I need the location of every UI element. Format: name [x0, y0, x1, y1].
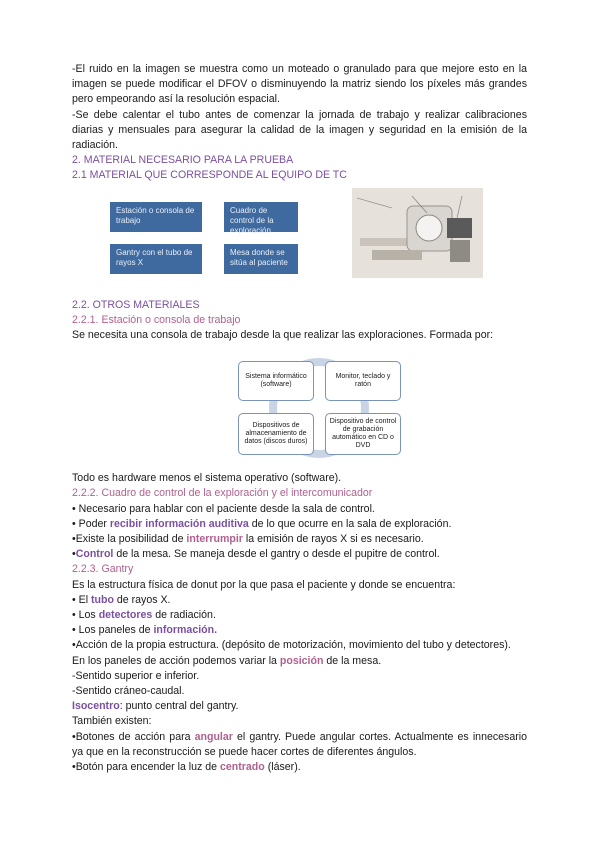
cycle-monitor: Monitor, teclado y ratón — [325, 361, 401, 401]
bullet-action: •Acción de la propia estructura. (depósito de motorización, movimiento del tubo y detectores). — [72, 639, 511, 652]
document-page — [72, 62, 527, 775]
bullet-audio: • Poder recibir información auditiva de lo que ocurre en la sala de exploración. — [72, 517, 452, 530]
box-control-panel: Cuadro de control de la exploración — [224, 202, 298, 232]
bullet-talk: • Necesario para hablar con el paciente desde la sala de control. — [72, 502, 375, 515]
section-2-title: 2. MATERIAL NECESARIO PARA LA PRUEBA — [72, 154, 294, 167]
bullet-detectors: • Los detectores de radiación. — [72, 609, 216, 622]
direction-sup-inf: -Sentido superior e inferior. — [72, 669, 200, 682]
paragraph-noise: -El ruido en la imagen se muestra como un moteado o granulado para que mejore esto en la imagen se puede modificar el DFOV o disminuyendo la matriz siendo los píxeles más grandes pero empeorando así la resolución espacial. — [72, 63, 527, 106]
cycle-software: Sistema informático (software) — [238, 361, 314, 401]
bullet-laser: •Botón para encender la luz de centrado (láser). — [72, 761, 301, 774]
direction-cranio: -Sentido cráneo-caudal. — [72, 685, 185, 698]
bullet-info-panels: • Los paneles de información. — [72, 624, 218, 637]
equipment-diagram — [72, 188, 527, 298]
section-2-2-1-title: 2.2.1. Estación o consola de trabajo — [72, 313, 241, 326]
console-cycle-diagram — [232, 353, 407, 463]
paragraph-calibration: -Se debe calentar el tubo antes de comenzar la jornada de trabajo y realizar calibraciones diarias y mensuales para asegurar la calidad de la imagen y seguridad en la emisión de la radiación. — [72, 108, 527, 152]
bullet-interrupt: •Existe la posibilidad de interrumpir la emisión de rayos X si es necesario. — [72, 533, 424, 546]
bullet-angle: •Botones de acción para angular el gantry. Puede angular cortes. Actualmente es innecesario ya que en la reconstrucción se puede hacer cortes de diferentes ángulos. — [72, 730, 528, 758]
console-intro: Se necesita una consola de trabajo desde la que realizar las exploraciones. Formada por: — [72, 329, 494, 342]
section-2-2-title: 2.2. OTROS MATERIALES — [72, 298, 200, 311]
box-table: Mesa donde se sitúa al paciente — [224, 244, 298, 274]
box-gantry: Gantry con el tubo de rayos X — [110, 244, 202, 274]
cycle-storage: Dispositivos de almacenamiento de datos (discos duros) — [238, 413, 314, 455]
ct-scanner-photo — [352, 188, 483, 278]
bullet-tube: • El tubo de rayos X. — [72, 593, 171, 606]
cycle-recording: Dispositivo de control de grabación automático en CD o DVD — [325, 413, 401, 455]
isocentro-line: Isocentro: punto central del gantry. — [72, 700, 239, 713]
gantry-intro: Es la estructura física de donut por la que pasa el paciente y donde se encuentra: — [72, 578, 456, 591]
section-2-2-2-title: 2.2.2. Cuadro de control de la exploración y el intercomunicador — [72, 487, 373, 500]
section-2-2-3-title: 2.2.3. Gantry — [72, 563, 134, 576]
table-position: En los paneles de acción podemos variar la posición de la mesa. — [72, 654, 382, 667]
tambien-line: También existen: — [72, 715, 152, 728]
section-2-1-title: 2.1 MATERIAL QUE CORRESPONDE AL EQUIPO DE TC — [72, 169, 347, 182]
box-workstation: Estación o consola de trabajo — [110, 202, 202, 232]
bullet-control: •Control de la mesa. Se maneja desde el gantry o desde el pupitre de control. — [72, 548, 440, 561]
hardware-note: Todo es hardware menos el sistema operativo (software). — [72, 472, 342, 485]
